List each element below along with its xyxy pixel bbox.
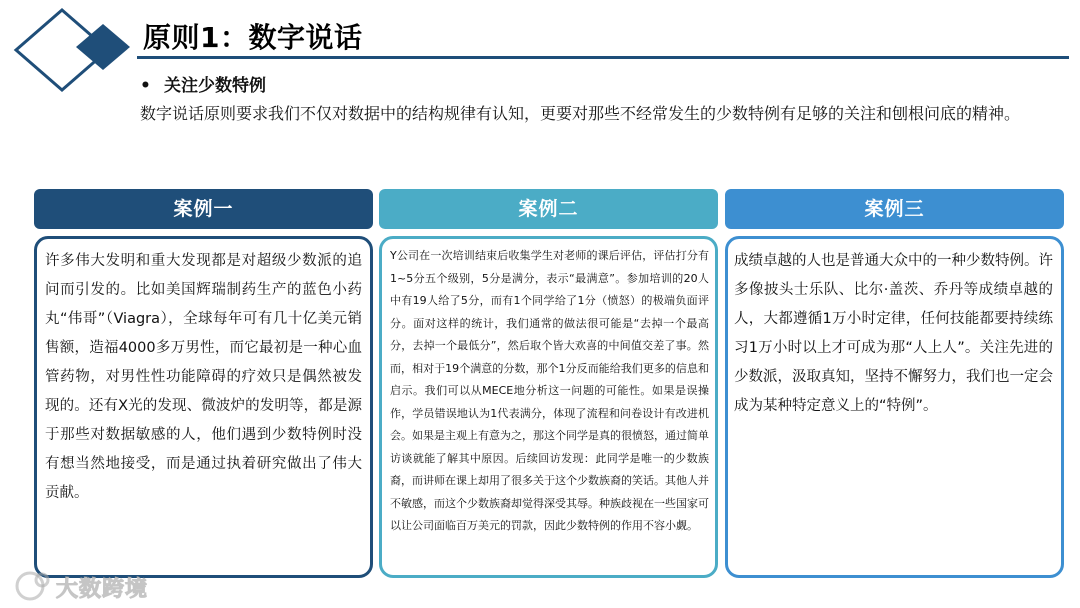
case-three-box [725, 236, 1064, 578]
case-one-box [34, 236, 373, 578]
case-one-text: 许多伟大发明和重大发现都是对超级少数派的追问而引发的。比如美国辉瑞制药生产的蓝色小药丸“伟哥”（Viagra），全球每年可有几十亿美元销售额，造福4000多万男性，而它最初是一种心血管药物，对男性性功能障碍的疗效只是偶然被发现的。还有X光的发现、微波炉的发明等，都是源于那些对数据敏感的人，他们遇到少数特例时没有想当然地接受，而是通过执着研究做出了伟大贡献。 [45, 253, 362, 501]
bullet-icon: • [140, 76, 151, 96]
case-two-header: 案例二 [379, 189, 718, 229]
case-three-text: 成绩卓越的人也是普通大众中的一种少数特例。许多像披头士乐队、比尔·盖茨、乔丹等成绩卓越的人，大都遵循1万小时定律，任何技能都要持续练习1万小时以上才可成为那“人上人”。关注先进的少数派，汲取真知，坚持不懈努力，我们也一定会成为某种特定意义上的“特例”。 [734, 253, 1053, 414]
title-divider [137, 56, 1069, 59]
case-two-text: Y公司在一次培训结束后收集学生对老师的课后评估，评估打分有1~5分五个级别，5分是满分，表示“最满意”。参加培训的20人中有19人给了5分，而有1个同学给了1分（愤怒）的极端负面评分。面对这样的统计，我们通常的做法很可能是“去掉一个最高分，去掉一个最低分”，然后取个皆大欢喜的中间值交差了事。然而，相对于19个满意的分数，那个1分反而能给我们更多的信息和启示。我们可以从MECE地分析这一问题的可能性。如果是误操作，学员错误地认为1代表满分，体现了流程和问卷设计有改进机会。如果是主观上有意为之，那这个同学是真的很愤怒，通过简单访谈就能了解其中原因。后续回访发现：此同学是唯一的少数族裔，而讲师在课上却用了很多关于这个少数族裔的笑话。其他人并不敏感，而这个少数族裔却觉得深受其辱。种族歧视在一些国家可以让公司面临百万美元的罚款，因此少数特例的作用不容小觑。 [390, 249, 709, 532]
logo-diamonds-icon [0, 0, 140, 100]
intro-paragraph: 数字说话原则要求我们不仅对数据中的结构规律有认知，更要对那些不经常发生的少数特例有足够的关注和刨根问底的精神。 [140, 104, 1021, 123]
page-title: 原则1：数字说话 [143, 21, 363, 54]
case-three-header: 案例三 [725, 189, 1064, 229]
watermark-text: 大数跨境 [56, 577, 149, 602]
section-heading: 关注少数特例 [164, 76, 266, 96]
case-two-box [379, 236, 718, 578]
section-bullet [140, 71, 266, 96]
case-one-header: 案例一 [34, 189, 373, 229]
